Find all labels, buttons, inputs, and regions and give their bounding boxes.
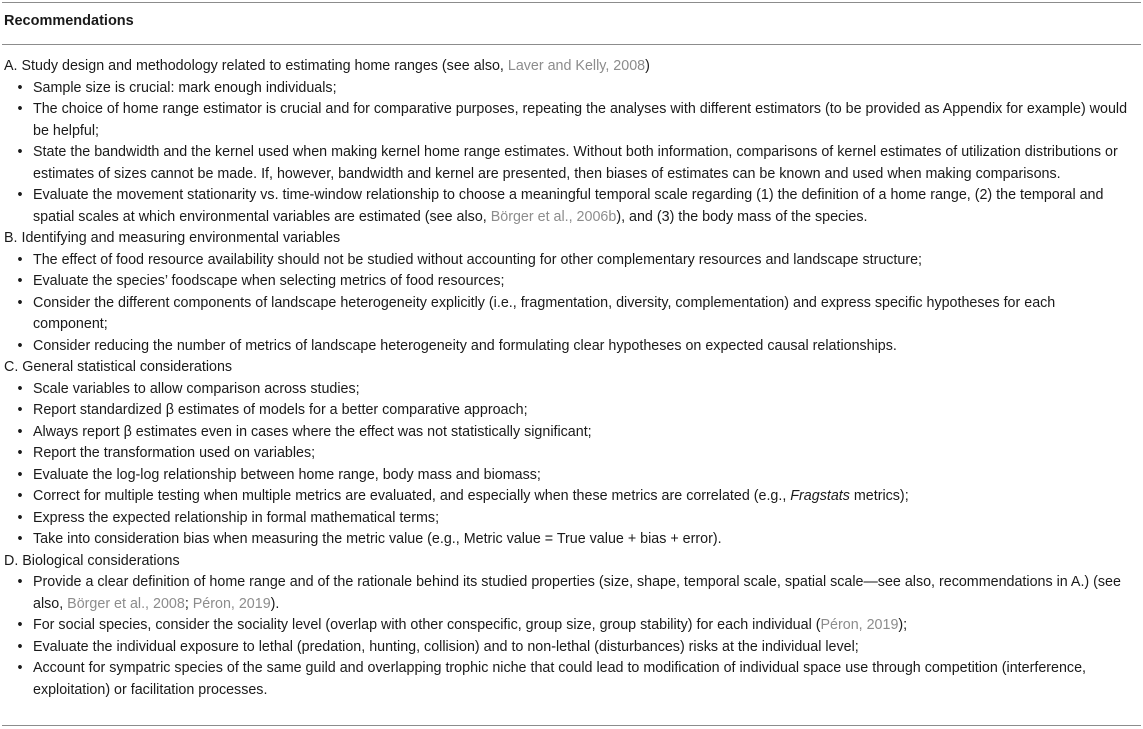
bullet-icon: • <box>17 617 23 633</box>
list-item: • Report the transformation used on variables; <box>33 443 1130 465</box>
bullet-icon: • <box>17 531 23 547</box>
list-item: • Account for sympatric species of the same guild and overlapping trophic niche that could lead to modification of individual space use through competition (interference, exploitation) or facilitation processes. <box>33 658 1130 701</box>
bullet-icon: • <box>17 466 23 483</box>
bullet-icon: • <box>17 251 23 268</box>
section-list <box>4 78 1130 229</box>
list-item: • Evaluate the individual exposure to lethal (predation, hunting, collision) and to non-lethal (disturbances) risks at the individual level; <box>33 637 1130 659</box>
bullet-icon: • <box>17 101 23 117</box>
list-item: • Take into consideration bias when measuring the metric value (e.g., Metric value = True value + bias + error). <box>33 529 1130 551</box>
bullet-icon: • <box>17 273 23 289</box>
list-item: • Report standardized β estimates of models for a better comparative approach; <box>33 400 1130 422</box>
section-list <box>4 379 1130 551</box>
bullet-icon: • <box>17 509 23 526</box>
list-item: • Evaluate the log-log relationship between home range, body mass and biomass; <box>33 465 1130 487</box>
bullet-icon: • <box>17 660 23 676</box>
section-title: A. Study design and methodology related to estimating home ranges (see also, Laver and Kelly, 2008) <box>4 58 650 74</box>
citation-link[interactable]: Börger et al., 2006b <box>490 208 617 225</box>
bullet-icon: • <box>17 380 23 397</box>
bullet-icon: • <box>17 79 23 96</box>
list-item: • Scale variables to allow comparison across studies; <box>33 379 1130 401</box>
bullet-icon: • <box>17 187 23 203</box>
list-item: • Correct for multiple testing when multiple metrics are evaluated, and especially when these metrics are correlated (e.g., Fragstats metrics); <box>33 486 1130 508</box>
bullet-icon: • <box>17 488 23 504</box>
list-item: • Express the expected relationship in formal mathematical terms; <box>33 508 1130 530</box>
section-title: D. Biological considerations <box>4 552 180 569</box>
table-top-rule <box>2 2 1141 3</box>
list-item: • State the bandwidth and the kernel used when making kernel home range estimates. Without both information, comparisons of kernel estimates of utilization distributions or estimates of sizes cannot be made. If, however, bandwidth and kernel are presented, then biases of estimates can be known and used when making comparisons. <box>33 142 1130 185</box>
list-item: • The choice of home range estimator is crucial and for comparative purposes, repeating the analyses with different estimators (to be provided as Appendix for example) would be helpful; <box>33 99 1130 142</box>
citation-link[interactable]: Péron, 2019 <box>192 595 271 612</box>
table-body <box>4 56 1130 701</box>
list-item: • Consider the different components of landscape heterogeneity explicitly (i.e., fragmentation, diversity, complementation) and express specific hypotheses for each component; <box>33 293 1130 336</box>
list-item: • Provide a clear definition of home range and of the rationale behind its studied properties (size, shape, temporal scale, spatial scale—see also, recommendations in A.) (see also, Börger et al., 2008; Péron, 2019). <box>33 572 1130 615</box>
section-title: C. General statistical considerations <box>4 359 233 375</box>
section-title: B. Identifying and measuring environmental variables <box>4 230 341 246</box>
list-item: • Evaluate the movement stationarity vs. time-window relationship to choose a meaningful temporal scale regarding (1) the definition of a home range, (2) the temporal and spatial scales at which environmental variables are estimated (see also, Börger et al., 2006b), and (3) the body mass of the species. <box>33 185 1130 228</box>
bullet-icon: • <box>17 574 23 590</box>
section-list <box>4 572 1130 701</box>
list-item: • The effect of food resource availability should not be studied without accounting for other complementary resources and landscape structure; <box>33 250 1130 272</box>
bullet-icon: • <box>17 144 23 160</box>
section-list <box>4 250 1130 358</box>
citation-link[interactable]: Laver and Kelly, 2008 <box>507 58 646 74</box>
table-header-rule <box>2 44 1141 45</box>
bullet-icon: • <box>17 638 23 655</box>
bullet-icon: • <box>17 445 23 461</box>
bullet-icon: • <box>17 402 23 418</box>
list-item: • Evaluate the species’ foodscape when selecting metrics of food resources; <box>33 271 1130 293</box>
table-header: Recommendations <box>4 13 134 29</box>
table-bottom-rule <box>2 725 1141 726</box>
list-item: • Always report β estimates even in cases where the effect was not statistically significant; <box>33 422 1130 444</box>
bullet-icon: • <box>17 294 23 311</box>
citation-link[interactable]: Péron, 2019 <box>820 617 899 633</box>
list-item: • For social species, consider the sociality level (overlap with other conspecific, group size, group stability) for each individual (Péron, 2019); <box>33 615 1130 637</box>
list-item: • Sample size is crucial: mark enough individuals; <box>33 78 1130 100</box>
bullet-icon: • <box>17 337 23 354</box>
bullet-icon: • <box>17 423 23 440</box>
list-item: • Consider reducing the number of metrics of landscape heterogeneity and formulating clear hypotheses on expected causal relationships. <box>33 336 1130 358</box>
italic-term: Fragstats <box>790 488 850 504</box>
citation-link[interactable]: Börger et al., 2008 <box>67 595 185 612</box>
